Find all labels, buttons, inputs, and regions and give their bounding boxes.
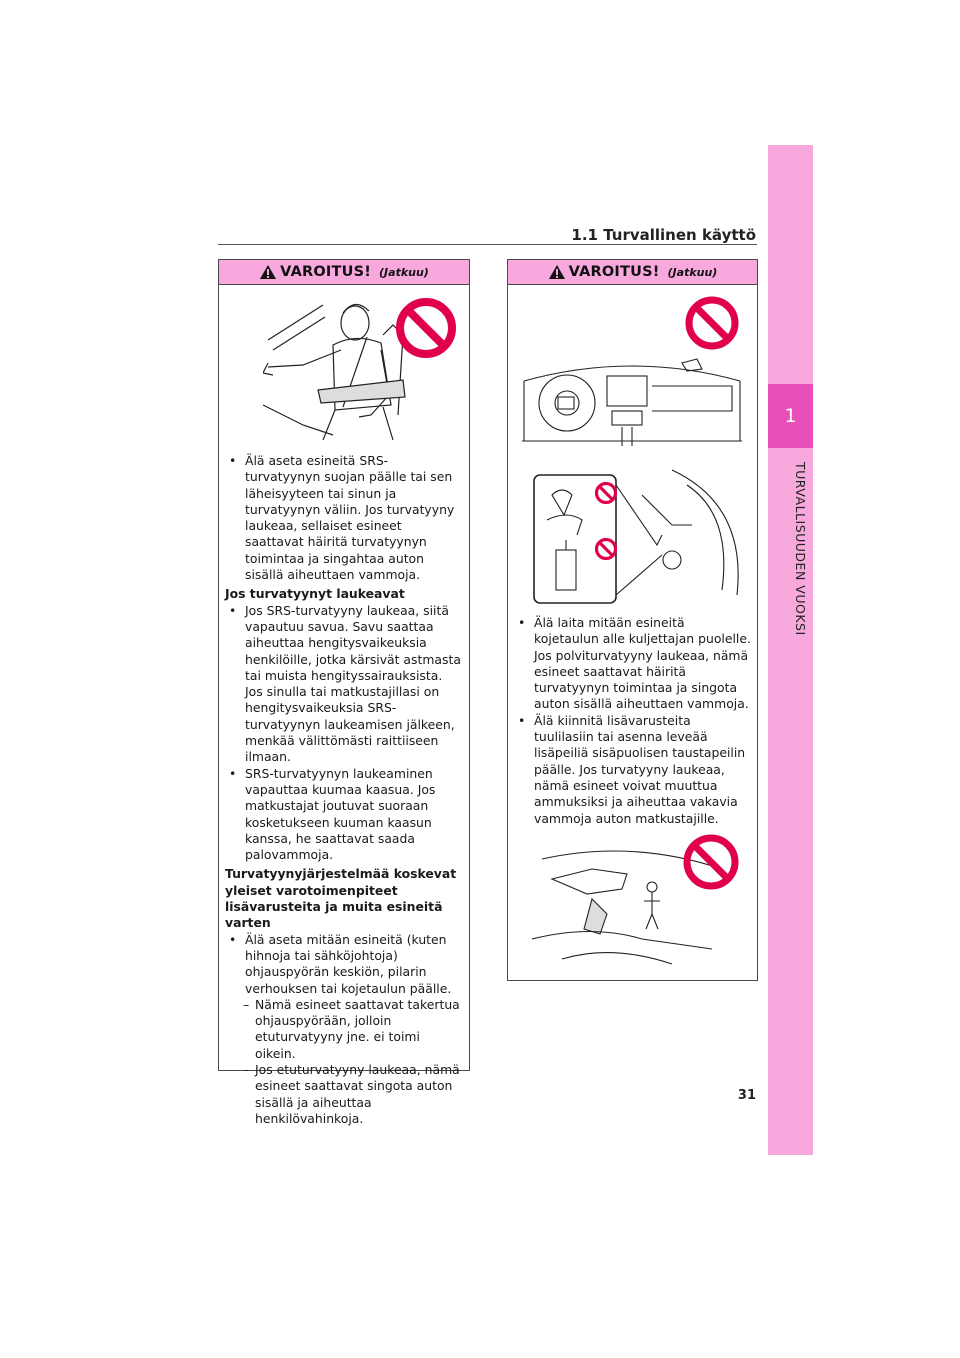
warning-triangle-icon bbox=[548, 264, 566, 280]
warning-triangle-icon bbox=[259, 264, 277, 280]
section-header: 1.1 Turvallinen käyttö bbox=[571, 226, 756, 244]
prohibition-icon bbox=[395, 297, 457, 359]
sub-list-item: – Jos etuturvatyyny laukeaa, nämä esineet saattavat singota auton sisällä ja aiheuttaa henkilövahinkoja. bbox=[225, 1062, 463, 1127]
warning-continued: (Jatkuu) bbox=[379, 265, 429, 279]
list-item: • SRS-turvatyynyn laukeaminen vapauttaa kuumaa kaasua. Jos matkustajat joutuvat suoraan kosketukseen kuuman kaasun kanssa, he saattavat saada palovammoja. bbox=[225, 766, 463, 864]
warning-box-left bbox=[218, 259, 470, 1126]
chapter-number: 1 bbox=[768, 384, 813, 448]
warning-title: VAROITUS! bbox=[568, 264, 660, 280]
prohibition-icon bbox=[594, 481, 618, 505]
dashboard-illustration bbox=[522, 341, 742, 451]
list-item: • Jos SRS-turvatyyny laukeaa, siitä vapautuu savua. Savu saattaa aiheuttaa hengitysvaikeuksia henkilöille, jotka kärsivät astmasta tai muista hengityssairauksista. Jos sinulla tai matkustajillasi on hengitysvaikeuksia SRS-turvatyynyn laukeamisen jälkeen, menkää välittömästi raittiiseen ilmaan. bbox=[225, 603, 463, 766]
illustration-dashboard-area bbox=[508, 285, 757, 615]
warning-continued: (Jatkuu) bbox=[667, 265, 718, 279]
sub-list-item: – Nämä esineet saattavat takertua ohjauspyörään, jolloin etuturvatyyny jne. ei toimi oikein. bbox=[225, 997, 463, 1062]
illustration-seatbelt-area bbox=[219, 285, 469, 453]
warning-box-right bbox=[507, 259, 758, 981]
prohibition-icon bbox=[594, 537, 618, 561]
page-number: 31 bbox=[737, 1088, 756, 1103]
list-item: • Älä aseta esineitä SRS-turvatyynyn suojan päälle tai sen läheisyyteen tai sinun ja turvatyynyn väliin. Jos turvatyyny laukeaa, sellaiset esineet saattavat häiritä turvatyynyn toimintaa ja singahtaa auton sisällä aiheuttaen vammoja. bbox=[225, 453, 463, 583]
prohibition-icon bbox=[682, 833, 740, 891]
subheading: Turvatyynyjärjestelmää koskevat yleiset varotoimenpiteet lisävarusteita ja muita esineitä varten bbox=[225, 866, 457, 931]
knee-area-illustration bbox=[522, 465, 752, 610]
driver-seat-illustration bbox=[263, 295, 413, 445]
subheading: Jos turvatyynyt laukeavat bbox=[225, 586, 405, 602]
list-item: • Älä laita mitään esineitä kojetaulun alle kuljettajan puolelle. Jos polviturvatyyny laukeaa, nämä esineet saattavat häiritä turvatyynyn toimintaa ja singota auton sisällä aiheuttaen vammoja. bbox=[514, 615, 751, 713]
illustration-windshield-area bbox=[508, 833, 757, 983]
header-divider bbox=[218, 244, 757, 245]
warning-title: VAROITUS! bbox=[280, 264, 372, 280]
list-item: • Älä aseta mitään esineitä (kuten hihnoja tai sähköjohtoja) ohjauspyörän keskiön, pilarin verhouksen tai kojetaulun päälle. bbox=[225, 932, 463, 997]
warning-header bbox=[219, 260, 469, 285]
list-item: • Älä kiinnitä lisävarusteita tuulilasiin tai asenna leveää lisäpeiliä sisäpuolisen taustapeilin päälle. Jos turvatyyny laukeaa, nämä esineet voivat muuttua ammuksiksi ja aiheuttaa vakavia vammoja auton matkustajille. bbox=[514, 713, 751, 827]
warning-header bbox=[508, 260, 757, 285]
chapter-label: TURVALLISUUDEN VUOKSI bbox=[793, 462, 808, 636]
